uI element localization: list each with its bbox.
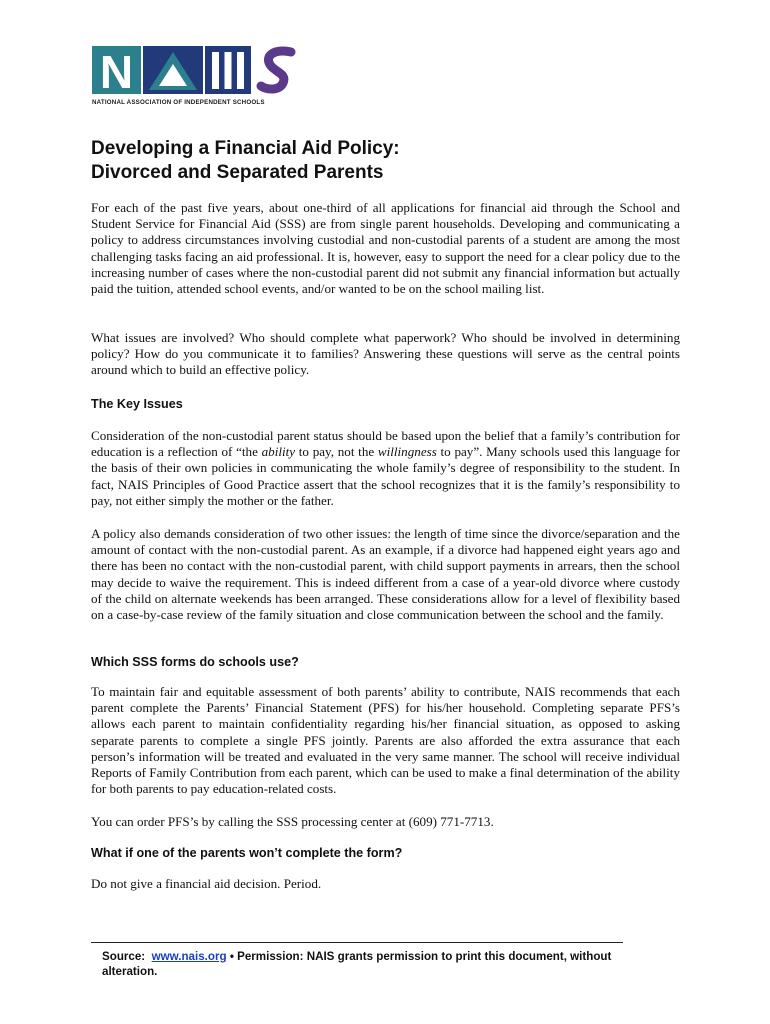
questions-paragraph: What issues are involved? Who should complete what paperwork? Who should be involved in determining policy? How do you communicate it to families? Answering these questions will serve as the central points around which to build an effective policy. — [91, 330, 680, 378]
key1-text-b: to pay, not the — [295, 444, 378, 460]
title-line-1: Developing a Financial Aid Policy: — [91, 138, 400, 159]
intro-paragraph: For each of the past five years, about one-third of all applications for financial aid through the School and Student Service for Financial Aid (SSS) are from single parent households. Developing and communicating a policy to address circumstances involving custodial and non-custodial parents of a student are among the most challenging tasks facing an aid professional. It is, however, easy to support the need for a clear policy due to the increasing number of cases where the non-custodial parent did not submit any financial information but actually paid the tuition, attended school events, and/or wanted to be on the school mailing list. — [91, 200, 680, 297]
logo-letter-a — [143, 46, 203, 94]
footer-divider — [91, 942, 623, 943]
source-label: Source: — [102, 950, 146, 963]
bullet-separator: • — [229, 950, 234, 963]
key-issues-paragraph-2: A policy also demands consideration of two other issues: the length of time since the divorce/separation and the amount of contact with the non-custodial parent. As an example, if a divorce had happened eight years ago and there has been no contact with the non-custodial parent, with child support payments in arrears, then the school may decide to waive the requirement. This is indeed different from a case of a year-old divorce where custody of the child on alternate weekends has been arranged. These considerations allow for a level of flexibility based on a case-by-case review of the family situation and close communication between the school and the family. — [91, 526, 680, 623]
forms-paragraph: To maintain fair and equitable assessment of both parents’ ability to contribute, NAIS recommends that each parent complete the Parents’ Financial Statement (PFS) for his/her household. Completing separate PFS’s allows each parent to maintain confidentiality regarding his/her financial situation, as opposed to asking separate parents to complete a single PFS jointly. Parents are also afforded the extra assurance that each person’s information will be treated and evaluated in the very same manner. The school will receive individual Reports of Family Contribution from each parent, which can be used to make a final determination of the ability for both parents to pay education-related costs. — [91, 684, 680, 797]
nais-website-link[interactable]: www.nais.org — [151, 950, 227, 963]
logo-caption: NATIONAL ASSOCIATION OF INDEPENDENT SCHOOLS — [92, 99, 265, 106]
nais-logo — [92, 46, 302, 114]
key1-text-c: to pay”. Many schools used this language for the basis of their own policies in communicating the whole family’s degree of responsibility to the student. In fact, NAIS Principles of Good Practice assert that the school recognizes that it is the family’s responsibility to pay, not either simply the mother or the father. — [91, 444, 680, 508]
key1-ability: ability — [261, 444, 296, 460]
heading-key-issues: The Key Issues — [91, 397, 183, 411]
key1-text-a: Consideration of the non-custodial parent status should be based upon the belief that a family’s contribution for education is a reflection of “the — [91, 428, 680, 460]
logo-letter-i — [205, 46, 251, 94]
key-issues-paragraph-1 — [91, 428, 680, 509]
footer-source — [102, 949, 642, 979]
final-paragraph: Do not give a financial aid decision. Period. — [91, 876, 322, 891]
order-paragraph: You can order PFS’s by calling the SSS processing center at (609) 771-7713. — [91, 814, 494, 829]
logo-letter-s — [253, 46, 302, 94]
heading-parent-refuses: What if one of the parents won’t complete the form? — [91, 846, 403, 860]
permission-text: Permission: NAIS grants permission to print this document, without alteration. — [102, 950, 612, 978]
page-title — [91, 137, 400, 185]
heading-sss-forms: Which SSS forms do schools use? — [91, 655, 299, 669]
title-line-2: Divorced and Separated Parents — [91, 162, 384, 183]
key1-willingness: willingness — [377, 444, 437, 460]
logo-letter-n-text: N — [99, 46, 134, 94]
logo-letter-n — [92, 46, 141, 94]
